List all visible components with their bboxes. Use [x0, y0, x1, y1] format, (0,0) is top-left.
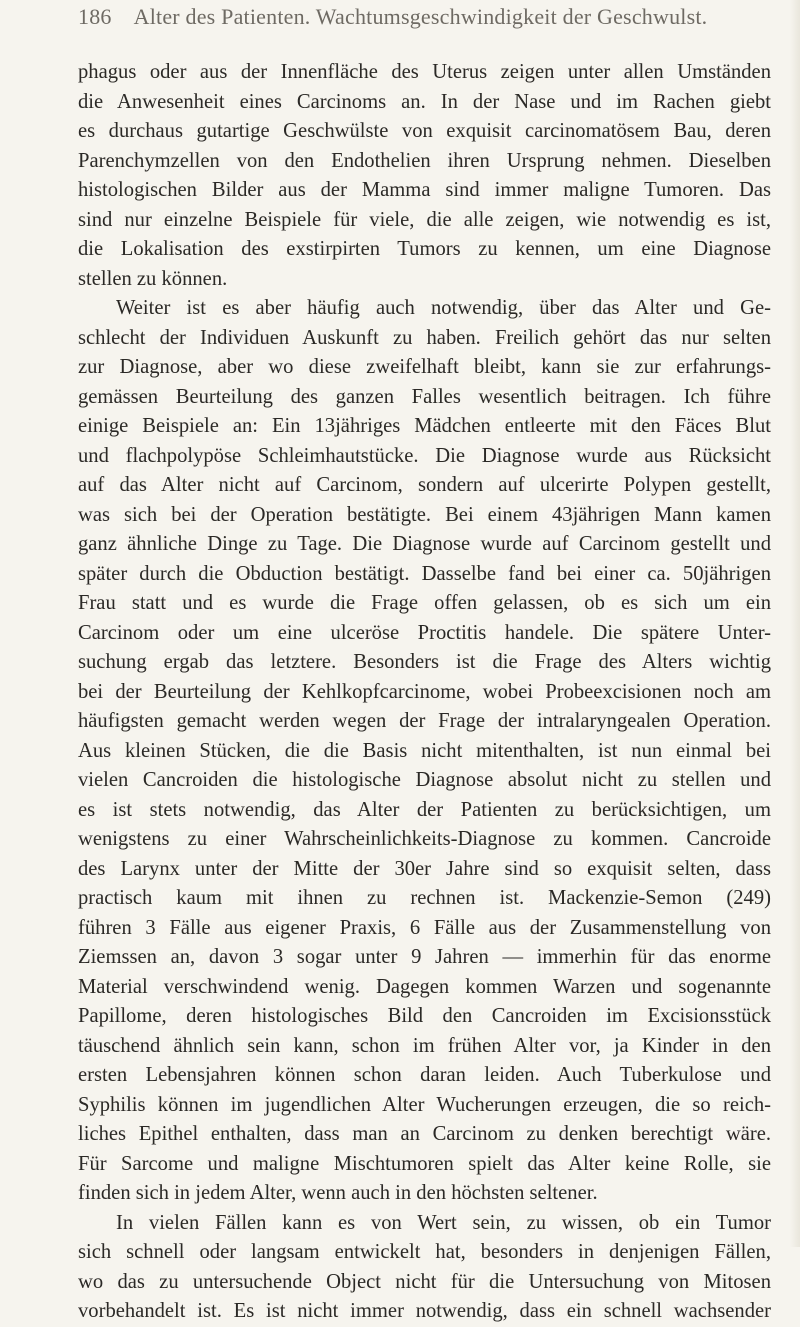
- text-line: vielen Cancroiden die histologische Diagnose absolut nicht zu stellen und: [78, 769, 771, 791]
- text-line: Material verschwindend wenig. Dagegen kommen Warzen und sogenannte: [78, 975, 771, 998]
- text-line: des Larynx unter der Mitte der 30er Jahre sind so exquisit selten, dass: [78, 857, 771, 880]
- text-line: die Lokalisation des exstirpirten Tumors zu kennen, um eine Diagnose: [78, 238, 771, 260]
- text-line: führen 3 Fälle aus eigener Praxis, 6 Fälle aus der Zusammenstellung von: [78, 916, 771, 939]
- text-line: histologischen Bilder aus der Mamma sind immer maligne Tumoren. Das: [78, 179, 771, 201]
- paragraph-end-line: stellen zu können.: [78, 267, 228, 290]
- text-line: und flachpolypöse Schleimhautstücke. Die Diagnose wurde aus Rücksicht: [78, 444, 771, 467]
- text-line: phagus oder aus der Innenfläche des Uterus zeigen unter allen Umständen: [78, 61, 771, 83]
- running-title: Alter des Patienten. Wachtumsgeschwindigkeit der Geschwulst.: [133, 4, 708, 29]
- text-line: wenigstens zu einer Wahrscheinlichkeits-Diagnose zu kommen. Cancroide: [78, 828, 771, 850]
- text-line: sind nur einzelne Beispiele für viele, die alle zeigen, wie notwendig es ist,: [78, 208, 771, 231]
- page-edge-shadow: [790, 0, 800, 1247]
- text-line: Frau statt und es wurde die Frage offen gelassen, ob es sich um ein: [78, 592, 771, 614]
- text-line: gemässen Beurteilung des ganzen Falles wesentlich beitragen. Ich führe: [78, 385, 771, 408]
- text-line: später durch die Obduction bestätigt. Dasselbe fand bei einer ca. 50jährigen: [78, 562, 771, 585]
- text-line: vorbehandelt ist. Es ist nicht immer notwendig, dass ein schnell wachsender: [78, 1300, 771, 1322]
- text-line: die Anwesenheit eines Carcinoms an. In der Nase und im Rachen giebt: [78, 90, 771, 113]
- paragraph-end-line: finden sich in jedem Alter, wenn auch in den höchsten seltener.: [78, 1182, 598, 1204]
- text-line: schlecht der Individuen Auskunft zu haben. Freilich gehört das nur selten: [78, 326, 771, 349]
- page-number: 186: [78, 4, 112, 29]
- body-text: [78, 58, 771, 1327]
- text-line: es ist stets notwendig, das Alter der Patienten zu berücksichtigen, um: [78, 798, 771, 821]
- text-line: täuschend ähnlich sein kann, schon im frühen Alter vor, ja Kinder in den: [78, 1034, 771, 1057]
- text-line: practisch kaum mit ihnen zu rechnen ist. Mackenzie-Semon (249): [78, 887, 771, 909]
- text-line: bei der Beurteilung der Kehlkopfcarcinome, wobei Probeexcisionen noch am: [78, 680, 771, 703]
- text-line: es durchaus gutartige Geschwülste von exquisit carcinomatösem Bau, deren: [78, 120, 771, 142]
- running-head: [78, 4, 740, 34]
- text-line: Syphilis können im jugendlichen Alter Wucherungen erzeugen, die so reich-: [78, 1093, 771, 1116]
- text-line: auf das Alter nicht auf Carcinom, sondern auf ulcerirte Polypen gestellt,: [78, 474, 771, 496]
- text-line: Aus kleinen Stücken, die die Basis nicht mitenthalten, ist nun einmal bei: [78, 739, 771, 762]
- text-line: Papillome, deren histologisches Bild den Cancroiden im Excisionsstück: [78, 1005, 771, 1027]
- paragraph-start-line: Weiter ist es aber häufig auch notwendig, über das Alter und Ge-: [116, 297, 771, 319]
- text-line: Für Sarcome und maligne Mischtumoren spielt das Alter keine Rolle, sie: [78, 1152, 771, 1175]
- text-line: ersten Lebensjahren können schon daran leiden. Auch Tuberkulose und: [78, 1064, 771, 1086]
- text-line: sich schnell oder langsam entwickelt hat, besonders in denjenigen Fällen,: [78, 1241, 771, 1263]
- text-line: Parenchymzellen von den Endothelien ihren Ursprung nehmen. Dieselben: [78, 149, 771, 172]
- text-line: suchung ergab das letztere. Besonders ist die Frage des Alters wichtig: [78, 651, 771, 673]
- text-line: einige Beispiele an: Ein 13jähriges Mädchen entleerte mit den Fäces Blut: [78, 415, 771, 437]
- text-line: zur Diagnose, aber wo diese zweifelhaft bleibt, kann sie zur erfahrungs-: [78, 356, 771, 378]
- text-line: Ziemssen an, davon 3 sogar unter 9 Jahren — immerhin für das enorme: [78, 946, 771, 968]
- text-line: häufigsten gemacht werden wegen der Frage der intralaryngealen Operation.: [78, 710, 771, 732]
- paragraph-start-line: In vielen Fällen kann es von Wert sein, zu wissen, ob ein Tumor: [116, 1211, 771, 1234]
- text-line: wo das zu untersuchende Object nicht für die Untersuchung von Mitosen: [78, 1270, 771, 1293]
- text-line: was sich bei der Operation bestätigte. Bei einem 43jährigen Mann kamen: [78, 503, 771, 526]
- text-line: Carcinom oder um eine ulceröse Proctitis handele. Die spätere Unter-: [78, 621, 771, 644]
- text-line: ganz ähnliche Dinge zu Tage. Die Diagnose wurde auf Carcinom gestellt und: [78, 533, 771, 555]
- text-line: liches Epithel enthalten, dass man an Carcinom zu denken berechtigt wäre.: [78, 1123, 771, 1145]
